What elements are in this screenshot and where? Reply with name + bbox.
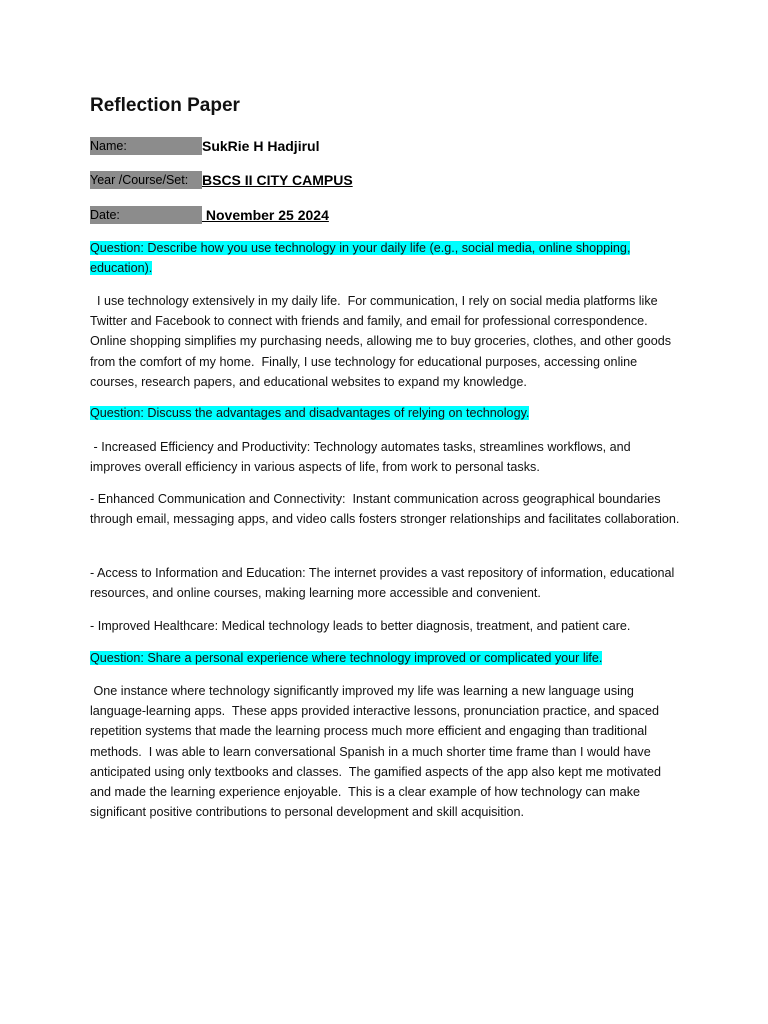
- advantage-point-3: [90, 563, 680, 603]
- question-1: [90, 238, 680, 278]
- name-field-row: [90, 135, 319, 155]
- advantage-point-1: [90, 437, 680, 477]
- answer-3: [90, 681, 680, 822]
- question-2-text: Question: Discuss the advantages and disadvantages of relying on technology.: [90, 406, 530, 420]
- page-title: Reflection Paper: [90, 95, 240, 116]
- course-field-row: [90, 169, 353, 189]
- date-value: November 25 2024: [202, 207, 329, 223]
- course-label: Year /Course/Set:: [90, 171, 202, 189]
- question-3: [90, 648, 680, 668]
- question-2: [90, 403, 680, 423]
- course-value: BSCS II CITY CAMPUS: [202, 172, 353, 188]
- advantage-point-4: [90, 616, 680, 636]
- answer-1: [90, 291, 680, 392]
- name-value: SukRie H Hadjirul: [202, 138, 320, 154]
- date-label: Date:: [90, 206, 202, 224]
- advantage-point-2: [90, 489, 680, 529]
- question-3-text: Question: Share a personal experience where technology improved or complicated your life.: [90, 651, 603, 665]
- name-label: Name:: [90, 137, 202, 155]
- question-1-text: Question: Describe how you use technology in your daily life (e.g., social media, online shopping, education).: [90, 241, 631, 276]
- answer-1-text: I use technology extensively in my daily life. For communication, I rely on social media platforms like Twitter and Facebook to connect with friends and family, and email for professional correspondence. Online shopping simplifies my purchasing needs, allowing me to buy groceries, clothes, and other goods from the comfort of my home. Finally, I use technology for educational purposes, accessing online courses, research papers, and educational websites to expand my knowledge.: [90, 294, 675, 389]
- advantage-point-1-text: - Increased Efficiency and Productivity: Technology automates tasks, streamlines workflows, and improves overall efficiency in various aspects of life, from work to personal tasks.: [90, 440, 635, 475]
- date-field-row: [90, 204, 329, 224]
- advantage-point-3-text: - Access to Information and Education: The internet provides a vast repository of information, educational resources, and online courses, making learning more accessible and convenient.: [90, 566, 678, 601]
- advantage-point-2-text: - Enhanced Communication and Connectivity: Instant communication across geographical boundaries through email, messaging apps, and video calls fosters stronger relationships and facilitates collaboration.: [90, 492, 680, 527]
- answer-3-text: One instance where technology significantly improved my life was learning a new language using language-learning apps. These apps provided interactive lessons, pronunciation practice, and spaced repetition systems that made the learning process much more efficient and engaging than traditional methods. I was able to learn conversational Spanish in a much shorter time frame than I would have anticipated using only textbooks and classes. The gamified aspects of the app also kept me motivated and made the learning experience enjoyable. This is a clear example of how technology can make significant positive contributions to personal development and skill acquisition.: [90, 684, 665, 820]
- advantage-point-4-text: - Improved Healthcare: Medical technology leads to better diagnosis, treatment, and patient care.: [90, 619, 631, 633]
